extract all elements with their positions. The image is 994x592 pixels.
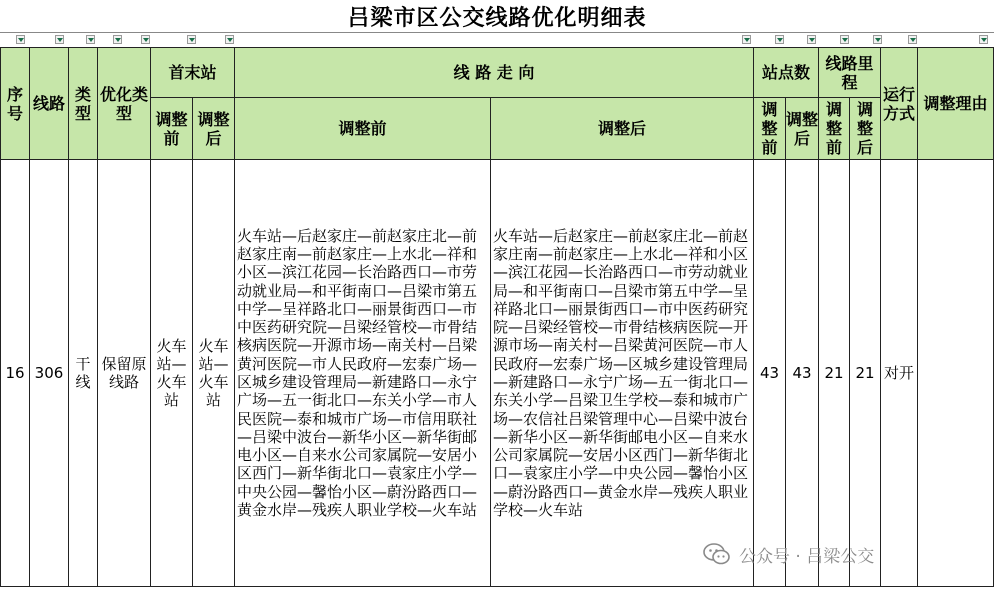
header-seq[interactable]: 序号	[1, 48, 30, 160]
header-terminal-before[interactable]: 调整前	[151, 98, 193, 160]
filter-dropdown-icon[interactable]	[908, 35, 917, 44]
filter-dropdown-icon[interactable]	[979, 35, 988, 44]
header-stops-after[interactable]: 调整后	[786, 98, 819, 160]
header-mileage-after[interactable]: 调整后	[850, 98, 881, 160]
wechat-icon	[703, 542, 731, 566]
cell-opt-type[interactable]: 保留原线路	[98, 160, 151, 587]
header-stops-before[interactable]: 调整前	[754, 98, 786, 160]
header-terminal[interactable]: 首末站	[151, 48, 235, 98]
watermark	[703, 538, 874, 570]
filter-dropdown-icon[interactable]	[113, 35, 122, 44]
header-reason[interactable]: 调整理由	[918, 48, 994, 160]
header-terminal-after[interactable]: 调整后	[193, 98, 235, 160]
cell-terminal-before[interactable]: 火车站—火车站	[151, 160, 193, 587]
filter-dropdown-icon[interactable]	[225, 35, 234, 44]
filter-dropdown-icon[interactable]	[840, 35, 849, 44]
filter-dropdown-icon[interactable]	[807, 35, 816, 44]
title-row	[0, 0, 994, 32]
cell-stops-after[interactable]: 43	[786, 160, 819, 587]
header-route-before[interactable]: 调整前	[235, 98, 491, 160]
filter-dropdown-icon[interactable]	[775, 35, 784, 44]
header-operation[interactable]: 运行方式	[881, 48, 918, 160]
header-route-after[interactable]: 调整后	[491, 98, 754, 160]
filter-dropdown-icon[interactable]	[16, 35, 25, 44]
cell-reason[interactable]	[918, 160, 994, 587]
header-stops[interactable]: 站点数	[754, 48, 819, 98]
filter-dropdown-icon[interactable]	[55, 35, 64, 44]
route-table	[0, 47, 994, 587]
cell-stops-before[interactable]: 43	[754, 160, 786, 587]
cell-mileage-after[interactable]: 21	[850, 160, 881, 587]
cell-route-after[interactable]: 火车站—后赵家庄—前赵家庄北—前赵家庄南—前赵家庄—上水北—祥和小区—滨江花园—长治路西口—市劳动就业局—和平街南口—吕梁市第五中学—呈祥路北口—丽景街西口—市中医药研究院—吕梁经管校—市骨结核病医院—开源市场—南关村—吕梁黄河医院—市人民政府—宏泰广场—区城乡建设管理局—新建路口—永宁广场—五一街北口—东关小学—吕梁卫生学校—泰和城市广场—农信社吕梁管理中心—吕梁中波台—新华小区—新华街邮电小区—自来水公司家属院—安居小区西门—新华街北口—袁家庄小学—中央公园—馨怡小区—蔚汾路西口—黄金水岸—残疾人职业学校—火车站	[491, 160, 754, 587]
watermark-text: 公众号 · 吕梁公交	[739, 546, 875, 567]
header-type[interactable]: 类型	[69, 48, 98, 160]
cell-route-before[interactable]: 火车站—后赵家庄—前赵家庄北—前赵家庄南—前赵家庄—上水北—祥和小区—滨江花园—长治路西口—市劳动就业局—和平街南口—吕梁市第五中学—呈祥路北口—丽景街西口—市中医药研究院—吕梁经管校—市骨结核病医院—开源市场—南关村—吕梁黄河医院—市人民政府—宏泰广场—区城乡建设管理局—新建路口—永宁广场—五一街北口—东关小学—市人民医院—泰和城市广场—市信用联社—吕梁中波台—新华小区—新华街邮电小区—自来水公司家属院—安居小区西门—新华街北口—袁家庄小学—中央公园—馨怡小区—蔚汾路西口—黄金水岸—残疾人职业学校—火车站	[235, 160, 491, 587]
filter-dropdown-icon[interactable]	[187, 35, 196, 44]
header-mileage[interactable]: 线路里程	[819, 48, 881, 98]
cell-operation[interactable]: 对开	[881, 160, 918, 587]
header-route[interactable]: 线 路 走 向	[235, 48, 754, 98]
cell-mileage-before[interactable]: 21	[819, 160, 850, 587]
filter-dropdown-icon[interactable]	[873, 35, 882, 44]
header-mileage-before[interactable]: 调整前	[819, 98, 850, 160]
sheet-title: 吕梁市区公交线路优化明细表	[347, 5, 647, 31]
header-row-1	[1, 48, 994, 98]
filter-dropdown-icon[interactable]	[141, 35, 150, 44]
filter-dropdown-icon[interactable]	[86, 35, 95, 44]
table-row	[1, 160, 994, 587]
header-line[interactable]: 线路	[30, 48, 69, 160]
cell-line[interactable]: 306	[30, 160, 69, 587]
header-opt-type[interactable]: 优化类型	[98, 48, 151, 160]
cell-type[interactable]: 干线	[69, 160, 98, 587]
cell-terminal-after[interactable]: 火车站—火车站	[193, 160, 235, 587]
filter-dropdown-icon[interactable]	[742, 35, 751, 44]
cell-seq[interactable]: 16	[1, 160, 30, 587]
